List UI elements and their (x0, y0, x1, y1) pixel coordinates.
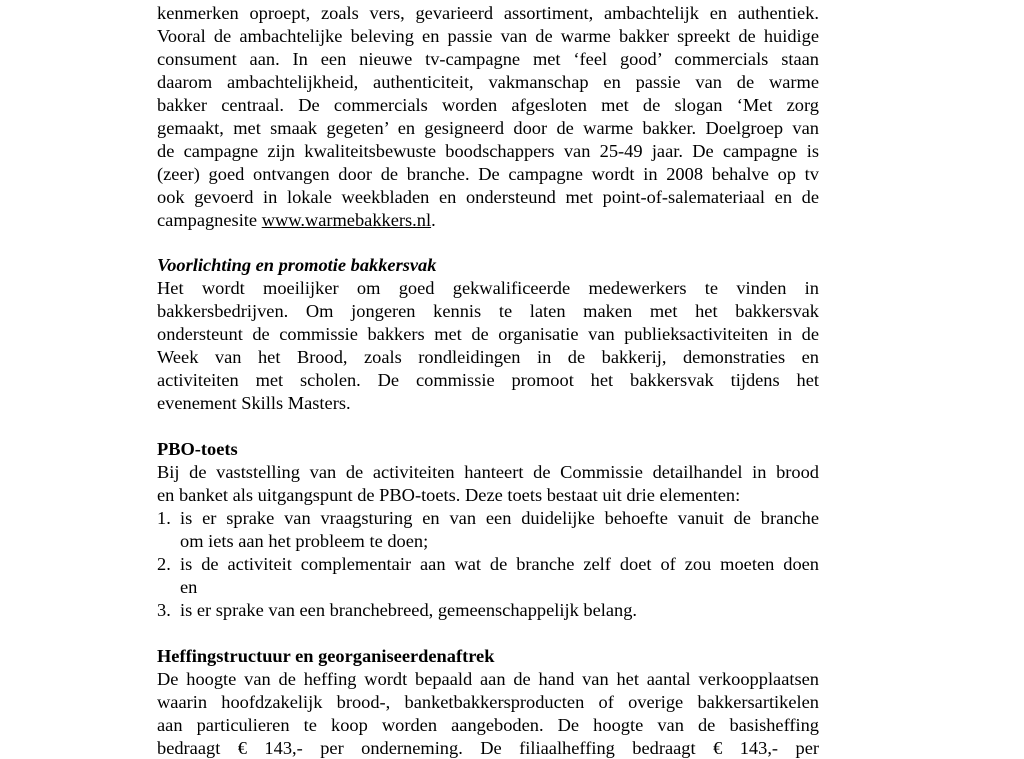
list-number: 2. (157, 554, 171, 574)
text: . (431, 210, 436, 230)
text: campagnesite (157, 210, 262, 230)
paragraph-line: gemaakt, met smaak gegeten’ en gesigneerd door de warme bakker. Doelgroep van (157, 118, 819, 138)
paragraph-line: aan particulieren te koop worden aangeboden. De hoogte van de basisheffing (157, 715, 819, 735)
campaign-site-link[interactable]: www.warmebakkers.nl (261, 210, 432, 230)
paragraph-line: daarom ambachtelijkheid, authenticiteit, vakmanschap en passie van de warme (157, 72, 819, 92)
section-heading: Voorlichting en promotie bakkersvak (157, 255, 437, 275)
paragraph-line: ook gevoerd in lokale weekbladen en ondersteund met point-of-salemateriaal en de (157, 187, 819, 207)
paragraph-line: ondersteunt de commissie bakkers met de organisatie van publieksactiviteiten in de (157, 324, 819, 344)
list-item: en (180, 577, 198, 597)
paragraph-line: Week van het Brood, zoals rondleidingen in de bakkerij, demonstraties en (157, 347, 819, 367)
list-item: is er sprake van een branchebreed, gemeenschappelijk belang. (180, 600, 638, 620)
paragraph-line: bedraagt € 143,- per onderneming. De filiaalheffing bedraagt € 143,- per (157, 738, 819, 758)
paragraph-line: Vooral de ambachtelijke beleving en passie van de warme bakker spreekt de huidige (157, 26, 819, 46)
paragraph-line: Het wordt moeilijker om goed gekwalificeerde medewerkers te vinden in (157, 278, 819, 298)
paragraph-line: bakkersbedrijven. Om jongeren kennis te laten maken met het bakkersvak (157, 301, 819, 321)
paragraph-line: activiteiten met scholen. De commissie promoot het bakkersvak tijdens het (157, 370, 819, 390)
paragraph-line: Bij de vaststelling van de activiteiten hanteert de Commissie detailhandel in brood (157, 462, 819, 482)
list-number: 1. (157, 508, 171, 528)
section-heading: PBO-toets (157, 439, 238, 459)
paragraph-line: (zeer) goed ontvangen door de branche. De campagne wordt in 2008 behalve op tv (157, 164, 819, 184)
paragraph-line: bakker centraal. De commercials worden afgesloten met de slogan ‘Met zorg (157, 95, 819, 115)
list-item: om iets aan het probleem te doen; (180, 531, 429, 551)
list-number: 3. (157, 600, 171, 620)
list-item: is er sprake van vraagsturing en van een duidelijke behoefte vanuit de branche (180, 508, 819, 528)
section-heading: Heffingstructuur en georganiseerdenaftrek (157, 646, 495, 666)
list-item: is de activiteit complementair aan wat de branche zelf doet of zou moeten doen (180, 554, 819, 574)
paragraph-line (157, 209, 819, 231)
paragraph-line: waarin hoofdzakelijk brood-, banketbakkersproducten of overige bakkersartikelen (157, 692, 819, 712)
paragraph-line: en banket als uitgangspunt de PBO-toets. Deze toets bestaat uit drie elementen: (157, 485, 741, 505)
paragraph-line: consument aan. In een nieuwe tv-campagne met ‘feel good’ commercials staan (157, 49, 819, 69)
paragraph-line: evenement Skills Masters. (157, 393, 351, 413)
paragraph-line: kenmerken oproept, zoals vers, gevarieerd assortiment, ambachtelijk en authentiek. (157, 3, 819, 23)
paragraph-line: De hoogte van de heffing wordt bepaald aan de hand van het aantal verkoopplaatsen (157, 669, 819, 689)
paragraph-line: de campagne zijn kwaliteitsbewuste boodschappers van 25-49 jaar. De campagne is (157, 141, 819, 161)
